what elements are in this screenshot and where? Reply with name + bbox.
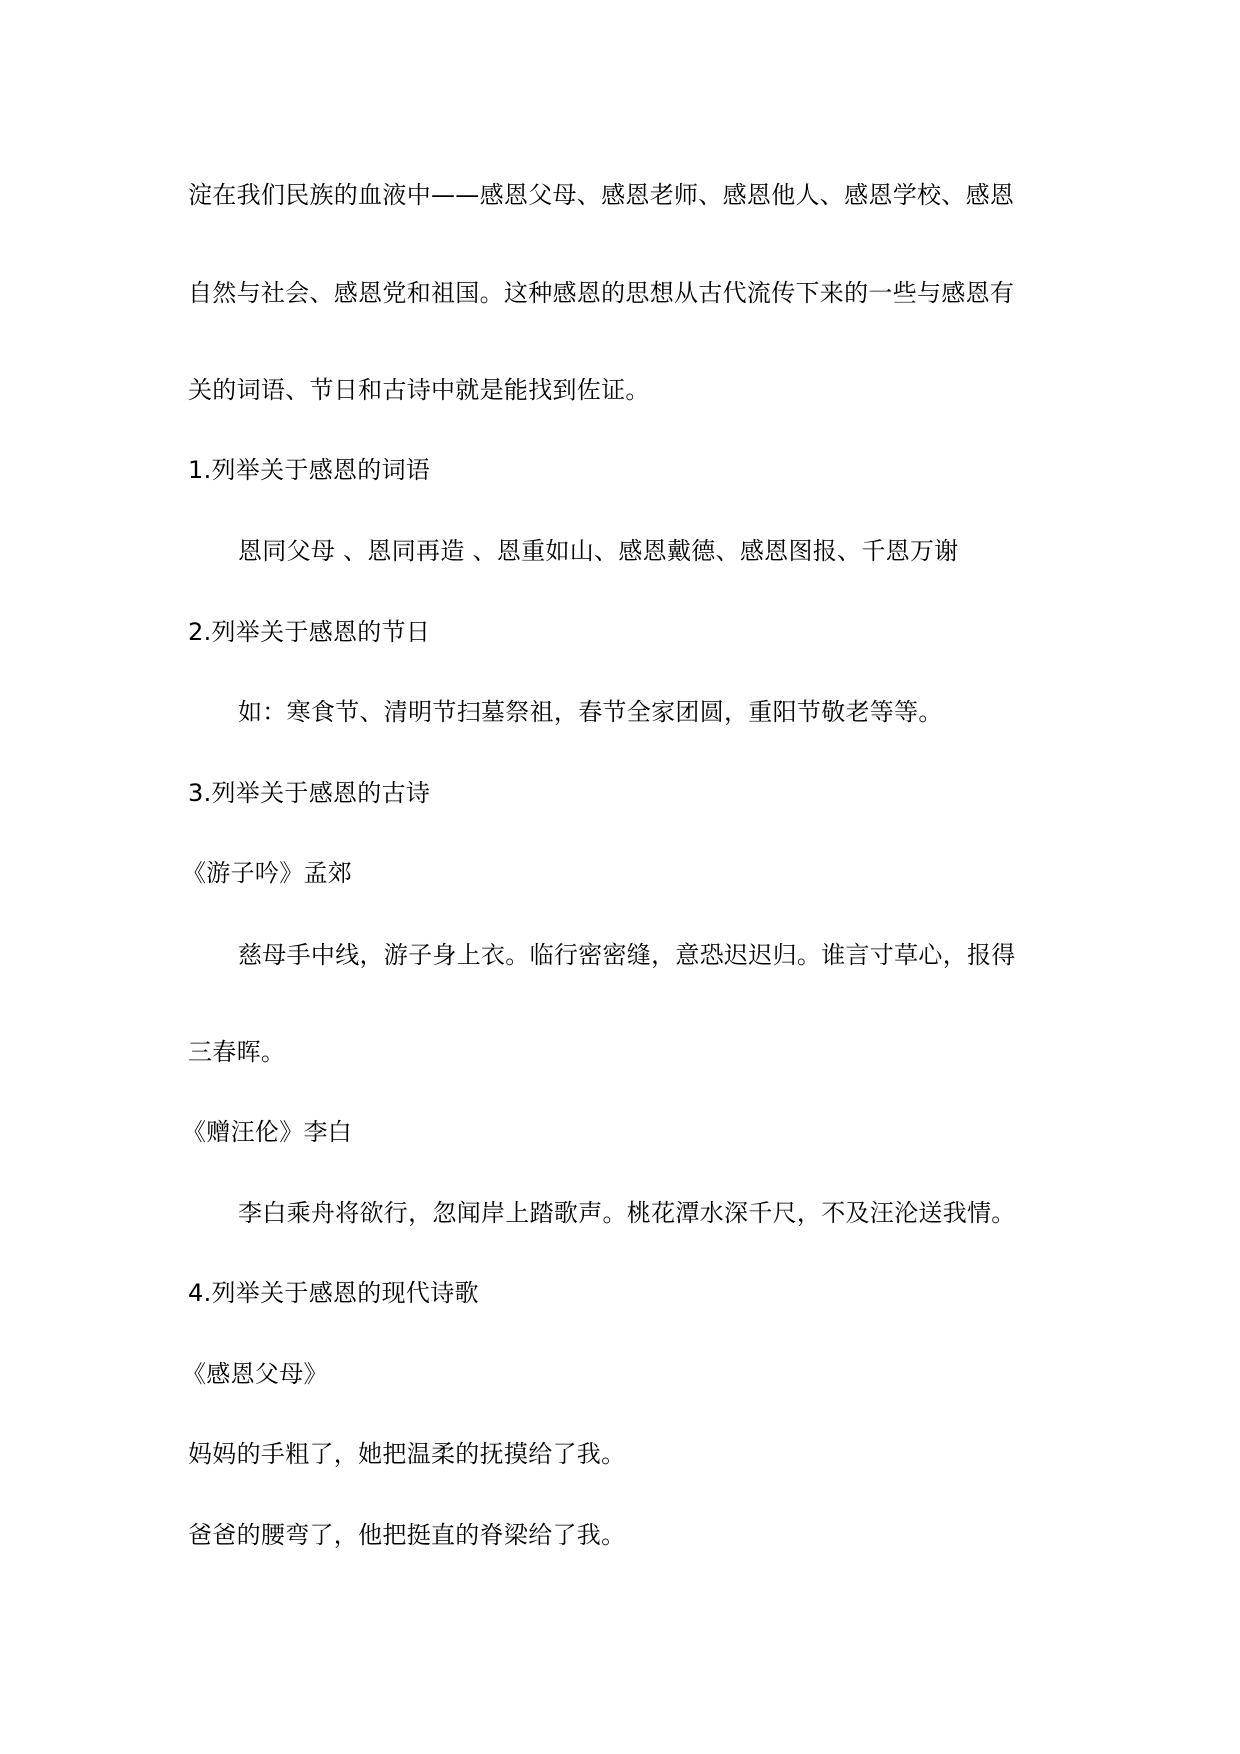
section-heading-words: 1.列举关于感恩的词语 xyxy=(188,456,431,484)
poem-youziyin-line-2: 三春晖。 xyxy=(188,1038,286,1066)
poem-title-zengwanglun: 《赠汪伦》李白 xyxy=(182,1118,353,1146)
intro-paragraph-line-3: 关的词语、节日和古诗中就是能找到佐证。 xyxy=(188,376,650,404)
intro-paragraph-line-2: 自然与社会、感恩党和祖国。这种感恩的思想从古代流传下来的一些与感恩有 xyxy=(188,279,1015,307)
section-heading-festivals: 2.列举关于感恩的节日 xyxy=(188,618,431,646)
intro-paragraph-line-1: 淀在我们民族的血液中——感恩父母、感恩老师、感恩他人、感恩学校、感恩 xyxy=(188,181,1015,209)
gratitude-festivals-list: 如：寒食节、清明节扫墓祭祖，春节全家团圆，重阳节敬老等等。 xyxy=(238,698,943,726)
modern-poem-title: 《感恩父母》 xyxy=(182,1360,328,1388)
poem-zengwanglun-line-1: 李白乘舟将欲行，忽闻岸上踏歌声。桃花潭水深千尺，不及汪沦送我情。 xyxy=(238,1199,1016,1227)
gratitude-words-list: 恩同父母 、恩同再造 、恩重如山、感恩戴德、感恩图报、千恩万谢 xyxy=(238,537,959,565)
section-heading-modern-poems: 4.列举关于感恩的现代诗歌 xyxy=(188,1279,479,1307)
section-heading-ancient-poems: 3.列举关于感恩的古诗 xyxy=(188,779,431,807)
modern-poem-line-2: 爸爸的腰弯了，他把挺直的脊梁给了我。 xyxy=(188,1521,626,1549)
modern-poem-line-1: 妈妈的手粗了，她把温柔的抚摸给了我。 xyxy=(188,1440,626,1468)
poem-title-youziyin: 《游子吟》孟郊 xyxy=(182,859,353,887)
poem-youziyin-line-1: 慈母手中线，游子身上衣。临行密密缝，意恐迟迟归。谁言寸草心，报得 xyxy=(238,941,1016,969)
